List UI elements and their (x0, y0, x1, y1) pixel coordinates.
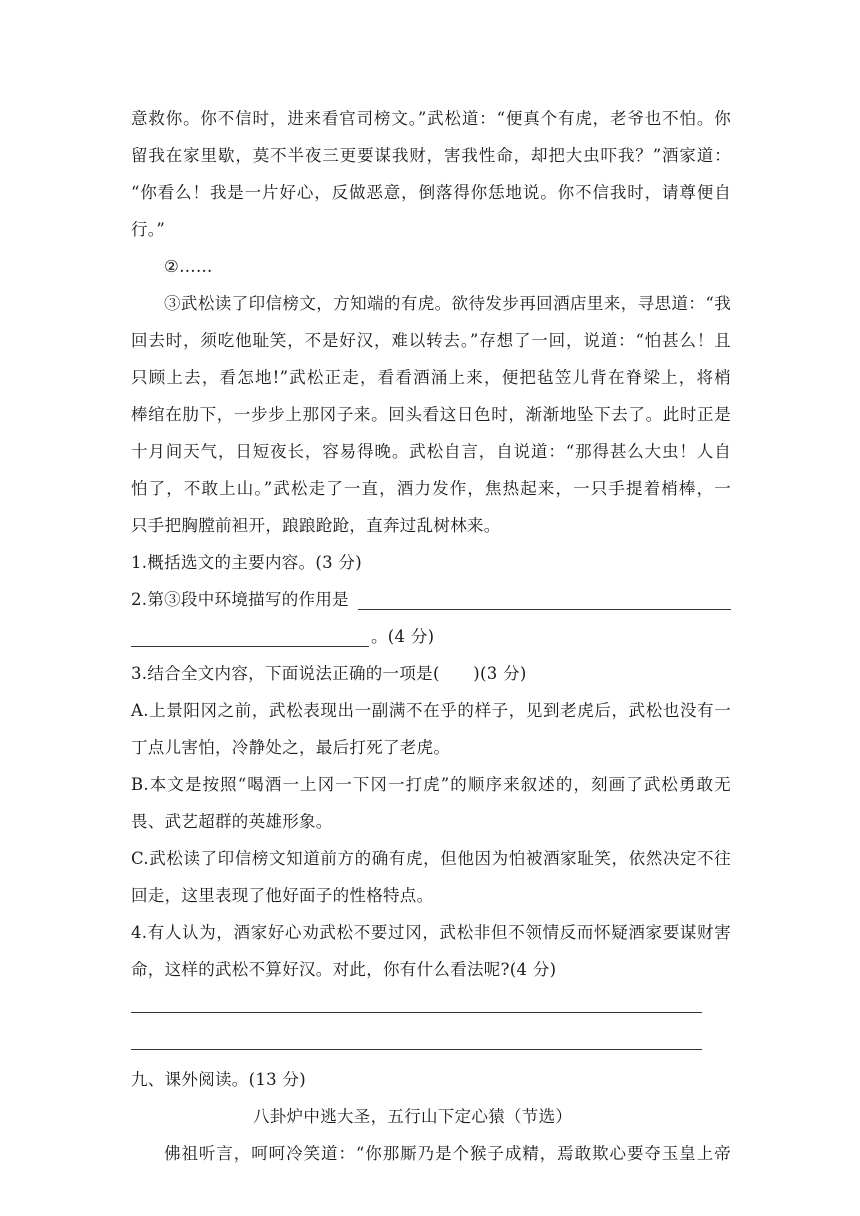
option-b[interactable]: 畏、武艺超群的英雄形象。 (131, 812, 333, 831)
answer-line-q4[interactable] (131, 1049, 702, 1050)
question-4: 4.有人认为，酒家好心劝武松不要过冈，武松非但不领情反而怀疑酒家要谋财害 (131, 923, 731, 942)
paragraph-3-line: 只手把胸膛前袒开，踉踉跄跄，直奔过乱树林来。 (131, 516, 501, 535)
ellipsis-paragraph: ②…… (164, 257, 213, 276)
paragraph-3-line: 只顾上去，看怎地!”武松正走，看看酒涌上来，便把毡笠儿背在脊梁上，将梢 (131, 368, 731, 387)
option-b[interactable]: B.本文是按照“喝酒一上冈一下冈一打虎”的顺序来叙述的，刻画了武松勇敢无 (131, 775, 731, 794)
paragraph-3-line: ③武松读了印信榜文，方知端的有虎。欲待发步再回酒店里来，寻思道：“我 (164, 294, 731, 313)
option-c[interactable]: 回走，这里表现了他好面子的性格特点。 (131, 886, 434, 905)
passage-line: 意救你。你不信时，进来看官司榜文。”武松道：“便真个有虎，老爷也不怕。你 (131, 109, 731, 128)
passage-line: “你看么！我是一片好心，反做恶意，倒落得你恁地说。你不信我时，请尊便自 (131, 183, 731, 202)
question-4: 命，这样的武松不算好汉。对此，你有什么看法呢?(4 分) (131, 960, 557, 979)
passage-line: 行。” (131, 220, 166, 239)
passage-line: 留我在家里歇，莫不半夜三更要谋我财，害我性命，却把大虫吓我？”酒家道： (131, 146, 731, 165)
option-a[interactable]: A.上景阳冈之前，武松表现出一副满不在乎的样子，见到老虎后，武松也没有一 (131, 701, 731, 720)
answer-blank-q2[interactable] (131, 646, 369, 647)
paragraph-3-line: 怕了，不敢上山。”武松走了一直，酒力发作，焦热起来，一只手提着梢棒，一 (131, 479, 731, 498)
question-2-suffix: 。(4 分) (371, 627, 435, 646)
question-3: 3.结合全文内容，下面说法正确的一项是( )(3 分) (131, 664, 527, 683)
paragraph-3-line: 十月间天气，日短夜长，容易得晚。武松自言，自说道：“那得甚么大虫！人自 (131, 442, 731, 461)
answer-blank-q2[interactable] (358, 609, 731, 610)
paragraph-3-line: 回去时，须吃他耻笑，不是好汉，难以转去。”存想了一回，说道：“怕甚么！且 (131, 331, 731, 350)
question-1: 1.概括选文的主要内容。(3 分) (131, 553, 362, 572)
question-2-prefix: 2.第③段中环境描写的作用是 (131, 590, 349, 609)
answer-line-q4[interactable] (131, 1012, 702, 1013)
paragraph-3-line: 棒绾在肋下，一步步上那冈子来。回头看这日色时，渐渐地坠下去了。此时正是 (131, 405, 731, 424)
section-9-text: 佛祖听言，呵呵冷笑道：“你那厮乃是个猴子成精，焉敢欺心要夺玉皇上帝 (164, 1144, 731, 1163)
section-9-title: 八卦炉中逃大圣，五行山下定心猿（节选） (253, 1107, 573, 1126)
section-9-heading: 九、课外阅读。(13 分) (131, 1070, 307, 1089)
option-a[interactable]: 丁点儿害怕，冷静处之，最后打死了老虎。 (131, 738, 451, 757)
option-c[interactable]: C.武松读了印信榜文知道前方的确有虎，但他因为怕被酒家耻笑，依然决定不往 (131, 849, 731, 868)
